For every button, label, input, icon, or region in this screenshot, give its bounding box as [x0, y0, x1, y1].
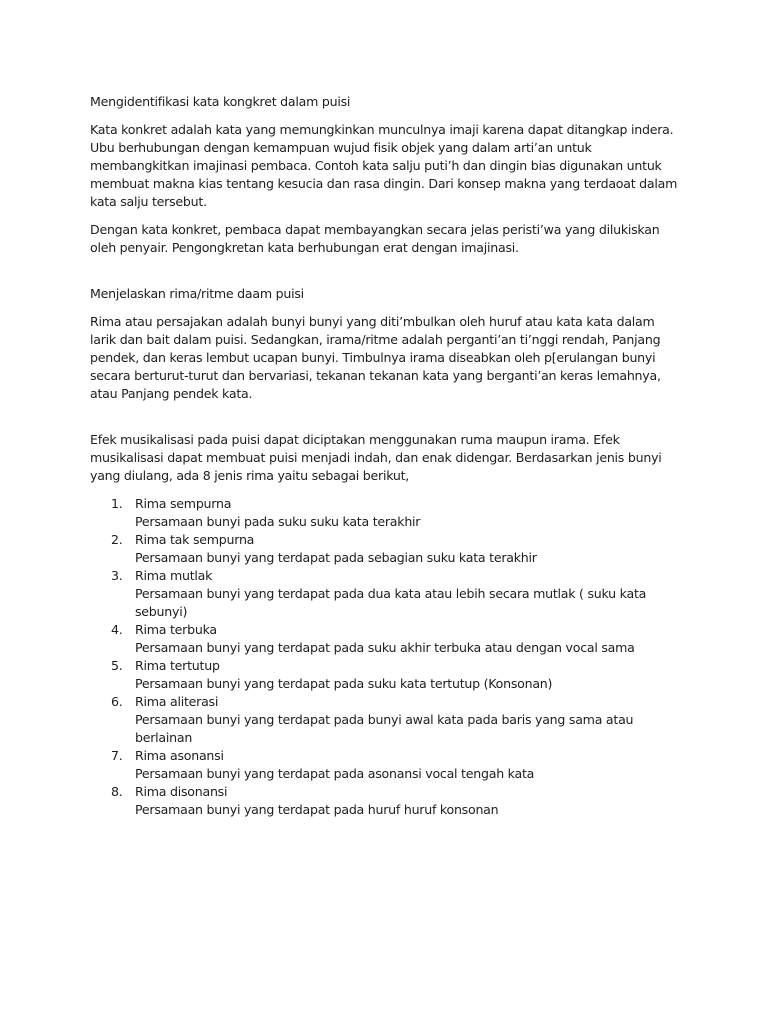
list-item-description: Persamaan bunyi yang terdapat pada dua kata atau lebih secara mutlak ( suku kata sebunyi) — [135, 586, 647, 619]
spacer — [90, 413, 682, 431]
list-item-description: Persamaan bunyi yang terdapat pada asonansi vocal tengah kata — [135, 766, 535, 781]
list-item-number: 3. — [111, 568, 123, 583]
list-item-number: 8. — [111, 784, 123, 799]
list-item-number: 6. — [111, 694, 123, 709]
list-item — [90, 693, 682, 747]
spacer — [90, 267, 682, 285]
list-item-title: Rima asonansi — [135, 748, 224, 763]
list-item — [90, 495, 682, 531]
list-item-description: Persamaan bunyi yang terdapat pada bunyi awal kata pada baris yang sama atau berlainan — [135, 712, 634, 745]
document-page — [90, 93, 682, 819]
list-item — [90, 567, 682, 621]
section-heading-rima-ritme: Menjelaskan rima/ritme daam puisi — [90, 286, 304, 301]
list-item-title: Rima sempurna — [135, 496, 232, 511]
list-item — [90, 783, 682, 819]
paragraph-kata-konkret-definition: Kata konkret adalah kata yang memungkinkan munculnya imaji karena dapat ditangkap indera. Ubu berhubungan dengan kemampuan wujud fisik objek yang dalam arti’an untuk membangkitkan imajinasi pembaca. Contoh kata salju puti’h dan dingin bias digunakan untuk membuat makna kias tentang kesucia dan rasa dingin. Dari konsep makna yang terdaoat dalam kata salju tersebut. — [90, 122, 678, 209]
list-item-title: Rima mutlak — [135, 568, 213, 583]
list-item-description: Persamaan bunyi yang terdapat pada suku akhir terbuka atau dengan vocal sama — [135, 640, 635, 655]
list-item — [90, 621, 682, 657]
list-item-description: Persamaan bunyi yang terdapat pada suku kata tertutup (Konsonan) — [135, 676, 553, 691]
list-item-description: Persamaan bunyi yang terdapat pada huruf huruf konsonan — [135, 802, 499, 817]
list-item — [90, 531, 682, 567]
list-item-title: Rima disonansi — [135, 784, 228, 799]
list-item-number: 5. — [111, 658, 123, 673]
paragraph-rima-ritme: Rima atau persajakan adalah bunyi bunyi yang diti’mbulkan oleh huruf atau kata kata dalam larik dan bait dalam puisi. Sedangkan, irama/ritme adalah perganti’an ti’nggi rendah, Panjang pendek, dan keras lembut ucapan bunyi. Timbulnya irama diseabkan oleh p[erulangan bunyi secara berturut-turut dan bervariasi, tekanan tekanan kata yang berganti’an keras lemahnya, atau Panjang pendek kata. — [90, 314, 661, 401]
list-item-number: 7. — [111, 748, 123, 763]
list-item-number: 2. — [111, 532, 123, 547]
list-item-title: Rima tak sempurna — [135, 532, 255, 547]
list-item-title: Rima aliterasi — [135, 694, 219, 709]
list-item-title: Rima tertutup — [135, 658, 220, 673]
list-item — [90, 657, 682, 693]
section-heading-kata-konkret: Mengidentifikasi kata kongkret dalam puisi — [90, 94, 351, 109]
paragraph-efek-musikalisasi: Efek musikalisasi pada puisi dapat diciptakan menggunakan ruma maupun irama. Efek musikalisasi dapat membuat puisi menjadi indah, dan enak didengar. Berdasarkan jenis bunyi yang diulang, ada 8 jenis rima yaitu sebagai berikut, — [90, 432, 662, 483]
list-item-description: Persamaan bunyi yang terdapat pada sebagian suku kata terakhir — [135, 550, 537, 565]
list-item-number: 1. — [111, 496, 123, 511]
list-item — [90, 747, 682, 783]
paragraph-kata-konkret-imajinasi: Dengan kata konkret, pembaca dapat membayangkan secara jelas peristi’wa yang dilukiskan oleh penyair. Pengongkretan kata berhubungan erat dengan imajinasi. — [90, 222, 660, 255]
list-item-title: Rima terbuka — [135, 622, 217, 637]
rima-types-list — [90, 495, 682, 819]
list-item-description: Persamaan bunyi pada suku suku kata terakhir — [135, 514, 421, 529]
list-item-number: 4. — [111, 622, 123, 637]
